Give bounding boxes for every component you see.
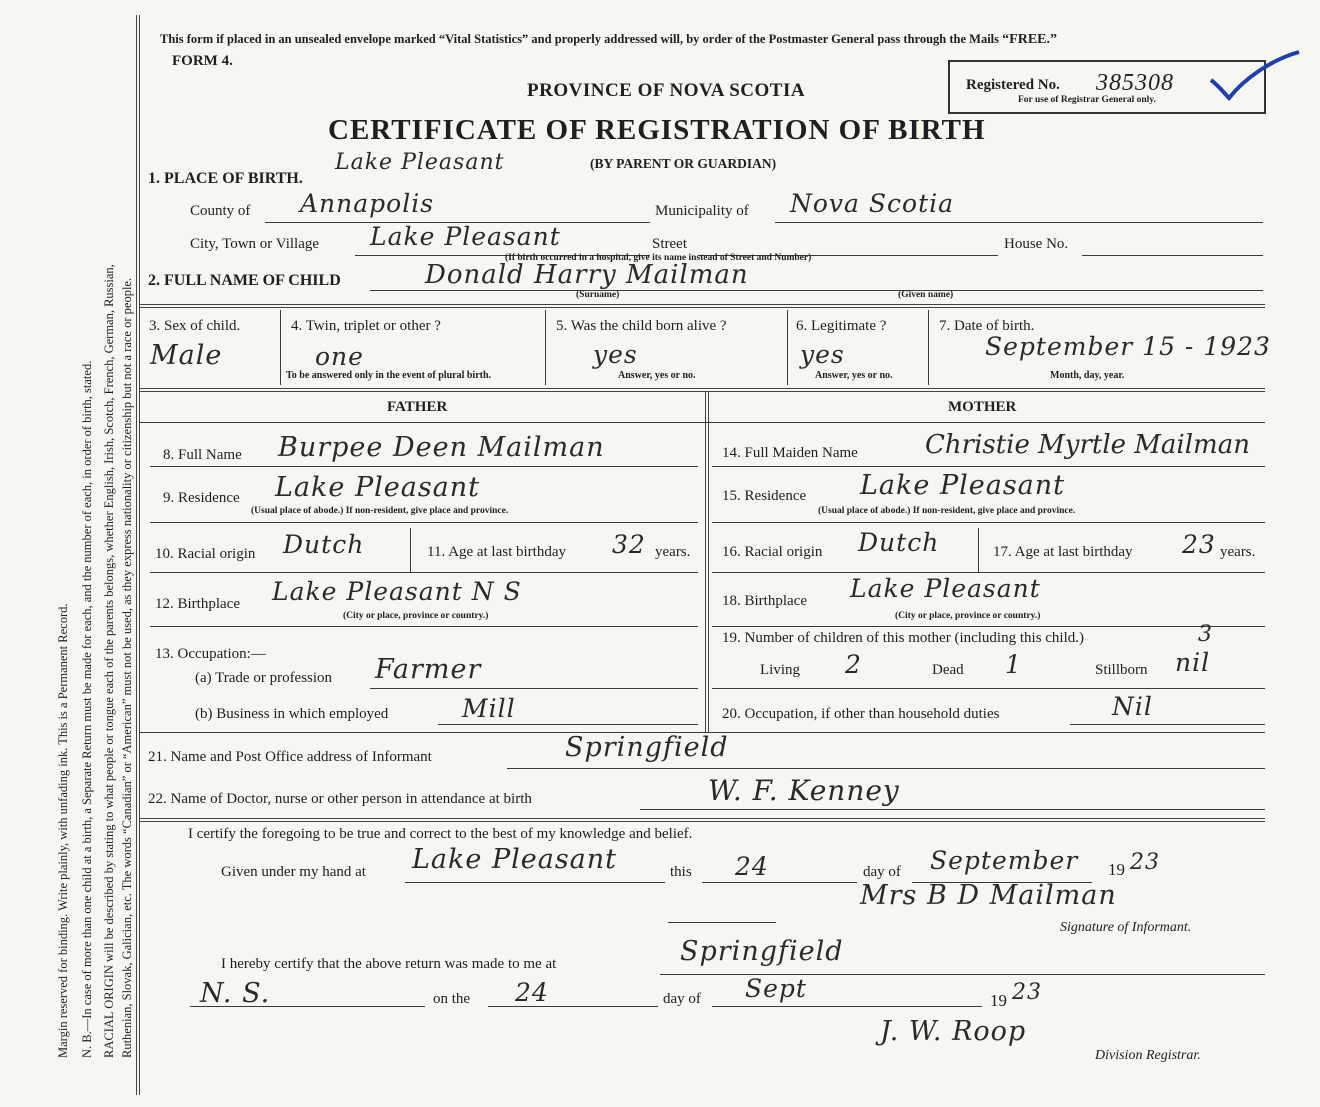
legitimate-value: yes <box>800 340 845 369</box>
legitimate-label: 6. Legitimate ? <box>796 318 887 334</box>
registrar-day-value: 24 <box>515 978 549 1007</box>
registrar-province-value: N. S. <box>200 978 271 1009</box>
stillborn-value: nil <box>1175 648 1211 677</box>
city-value: Lake Pleasant <box>370 222 561 251</box>
given-under-label: Given under my hand at <box>221 864 366 880</box>
father-years-label: years. <box>655 544 691 560</box>
father-age-value: 32 <box>612 530 646 559</box>
mother-years-label: years. <box>1220 544 1256 560</box>
doctor-value: W. F. Kenney <box>708 774 900 807</box>
registrar-dayof-label: day of <box>663 991 701 1007</box>
doctor-label: 22. Name of Doctor, nurse or other person in attendance at birth <box>148 791 532 807</box>
place-of-birth-label: 1. PLACE OF BIRTH. <box>148 170 303 187</box>
registrar-note: For use of Registrar General only. <box>1018 95 1156 105</box>
given-name-caption: (Given name) <box>898 290 954 300</box>
registered-label: Registered No. <box>966 77 1060 93</box>
registered-number: 385308 <box>1096 70 1174 96</box>
margin-rule <box>136 15 140 1095</box>
business-value: Mill <box>462 694 516 723</box>
informant-signature-caption: Signature of Informant. <box>1060 920 1192 935</box>
trade-value: Farmer <box>375 654 482 685</box>
postal-notice: This form if placed in an unsealed envelope marked “Vital Statistics” and properly addressed will, by order of the Postmaster General pass through the Mails “FREE.” <box>160 32 1057 47</box>
date-of-birth-label: 7. Date of birth. <box>939 318 1035 334</box>
mother-residence-label: 15. Residence <box>722 488 807 504</box>
mother-birthplace-label: 18. Birthplace <box>722 593 807 609</box>
child-name-value: Donald Harry Mailman <box>425 260 749 290</box>
father-age-label: 11. Age at last birthday <box>427 544 566 560</box>
certify-year-value: 23 <box>1130 850 1160 875</box>
mother-occupation-value: Nil <box>1112 692 1153 721</box>
municipality-value: Nova Scotia <box>790 189 955 218</box>
father-heading: FATHER <box>387 399 448 415</box>
father-residence-note: (Usual place of abode.) If non-resident, give place and province. <box>251 506 509 516</box>
registrar-year-prefix: 19 <box>990 991 1007 1010</box>
county-label: County of <box>190 203 251 219</box>
mother-name-value: Christie Myrtle Mailman <box>925 430 1250 460</box>
certify-year-prefix: 19 <box>1108 860 1125 879</box>
father-residence-label: 9. Residence <box>163 490 240 506</box>
twin-note: To be answered only in the event of plural birth. <box>286 370 492 381</box>
margin-note-3: RACIAL ORIGIN will be described by stating to what people or tongue each of the parents belongs, whether English, Irish, Scotch, French, German, Russian, <box>102 264 116 1058</box>
father-race-value: Dutch <box>283 530 365 559</box>
margin-note-1: Margin reserved for binding. Write plainly, with unfading ink. This is a Permanent Record. <box>56 603 70 1058</box>
date-of-birth-value: September 15 - 1923 <box>985 332 1271 361</box>
form-number: FORM 4. <box>172 53 233 69</box>
dead-value: 1 <box>1005 650 1022 679</box>
trade-label: (a) Trade or profession <box>195 670 333 686</box>
child-name-label: 2. FULL NAME OF CHILD <box>148 272 341 289</box>
children-count-label: 19. Number of children of this mother (including this child.) <box>722 630 1085 646</box>
born-alive-value: yes <box>593 340 638 369</box>
registrar-text: I hereby certify that the above return was made to me at <box>221 956 557 972</box>
certify-text: I certify the foregoing to be true and correct to the best of my knowledge and belief. <box>188 826 693 842</box>
county-value: Annapolis <box>300 189 435 218</box>
municipality-label: Municipality of <box>655 203 749 219</box>
born-alive-label: 5. Was the child born alive ? <box>556 318 727 334</box>
sex-label: 3. Sex of child. <box>149 318 241 334</box>
informant-value: Springfield <box>565 732 729 763</box>
check-mark-icon <box>1205 48 1305 103</box>
registrar-signature: J. W. Roop <box>880 1016 1027 1047</box>
this-label: this <box>670 864 692 880</box>
occupation-label: 13. Occupation:— <box>155 646 266 662</box>
informant-label: 21. Name and Post Office address of Informant <box>148 749 432 765</box>
born-alive-note: Answer, yes or no. <box>618 370 696 381</box>
mother-age-label: 17. Age at last birthday <box>993 544 1133 560</box>
subtitle: (BY PARENT OR GUARDIAN) <box>590 156 777 171</box>
mother-residence-note: (Usual place of abode.) If non-resident, give place and province. <box>818 506 1076 516</box>
given-place-value: Lake Pleasant <box>412 844 618 875</box>
mother-birthplace-value: Lake Pleasant <box>850 574 1041 603</box>
twin-label: 4. Twin, triplet or other ? <box>291 318 441 334</box>
hospital-note: (If birth occurred in a hospital, give its name instead of Street and Number) <box>505 253 812 263</box>
mother-birthplace-note: (City or place, province or country.) <box>895 611 1041 621</box>
father-birthplace-note: (City or place, province or country.) <box>343 611 489 621</box>
stillborn-label: Stillborn <box>1095 662 1148 678</box>
twin-value: one <box>315 342 364 371</box>
father-race-label: 10. Racial origin <box>155 546 256 562</box>
registrar-year-value: 23 <box>1012 980 1042 1005</box>
registrar-caption: Division Registrar. <box>1095 1048 1201 1063</box>
certify-dayof-label: day of <box>863 864 901 880</box>
city-label: City, Town or Village <box>190 236 320 252</box>
legitimate-note: Answer, yes or no. <box>815 370 893 381</box>
mother-race-label: 16. Racial origin <box>722 544 823 560</box>
mother-occupation-label: 20. Occupation, if other than household duties <box>722 706 1000 722</box>
street-label: Street <box>652 236 687 252</box>
mother-residence-value: Lake Pleasant <box>860 470 1066 501</box>
registrar-place-value: Springfield <box>680 936 844 967</box>
informant-signature: Mrs B D Mailman <box>860 880 1117 911</box>
registrar-month-value: Sept <box>745 974 807 1003</box>
province-heading: PROVINCE OF NOVA SCOTIA <box>527 80 806 101</box>
place-of-birth-value: Lake Pleasant <box>335 150 505 175</box>
surname-caption: (Surname) <box>576 290 620 300</box>
father-name-label: 8. Full Name <box>163 447 242 463</box>
certify-day-value: 24 <box>735 852 769 881</box>
house-number-label: House No. <box>1004 236 1069 252</box>
mother-name-label: 14. Full Maiden Name <box>722 445 858 461</box>
father-name-value: Burpee Deen Mailman <box>278 432 605 463</box>
dead-label: Dead <box>932 662 964 678</box>
certificate-title: CERTIFICATE OF REGISTRATION OF BIRTH <box>328 114 986 146</box>
margin-note-4: Ruthenian, Slovak, Galician, etc. The words “Canadian” or “American” must not be used, as they express nationality or citizenship but not a race or people. <box>120 277 134 1058</box>
children-count-value: 3 <box>1198 622 1213 647</box>
sex-value: Male <box>150 340 223 371</box>
father-birthplace-value: Lake Pleasant N S <box>272 577 522 606</box>
living-value: 2 <box>845 650 862 679</box>
business-label: (b) Business in which employed <box>195 706 389 722</box>
mother-age-value: 23 <box>1182 530 1216 559</box>
certify-month-value: September <box>930 846 1079 875</box>
date-of-birth-note: Month, day, year. <box>1050 370 1125 381</box>
father-residence-value: Lake Pleasant <box>275 472 481 503</box>
mother-race-value: Dutch <box>858 528 940 557</box>
father-birthplace-label: 12. Birthplace <box>155 596 240 612</box>
living-label: Living <box>760 662 800 678</box>
mother-heading: MOTHER <box>948 399 1017 415</box>
registrar-on-label: on the <box>433 991 471 1007</box>
margin-note-2: N. B.—In case of more than one child at a birth, a Separate Return must be made for each, and the number of each, in order of birth, stated. <box>80 360 94 1058</box>
